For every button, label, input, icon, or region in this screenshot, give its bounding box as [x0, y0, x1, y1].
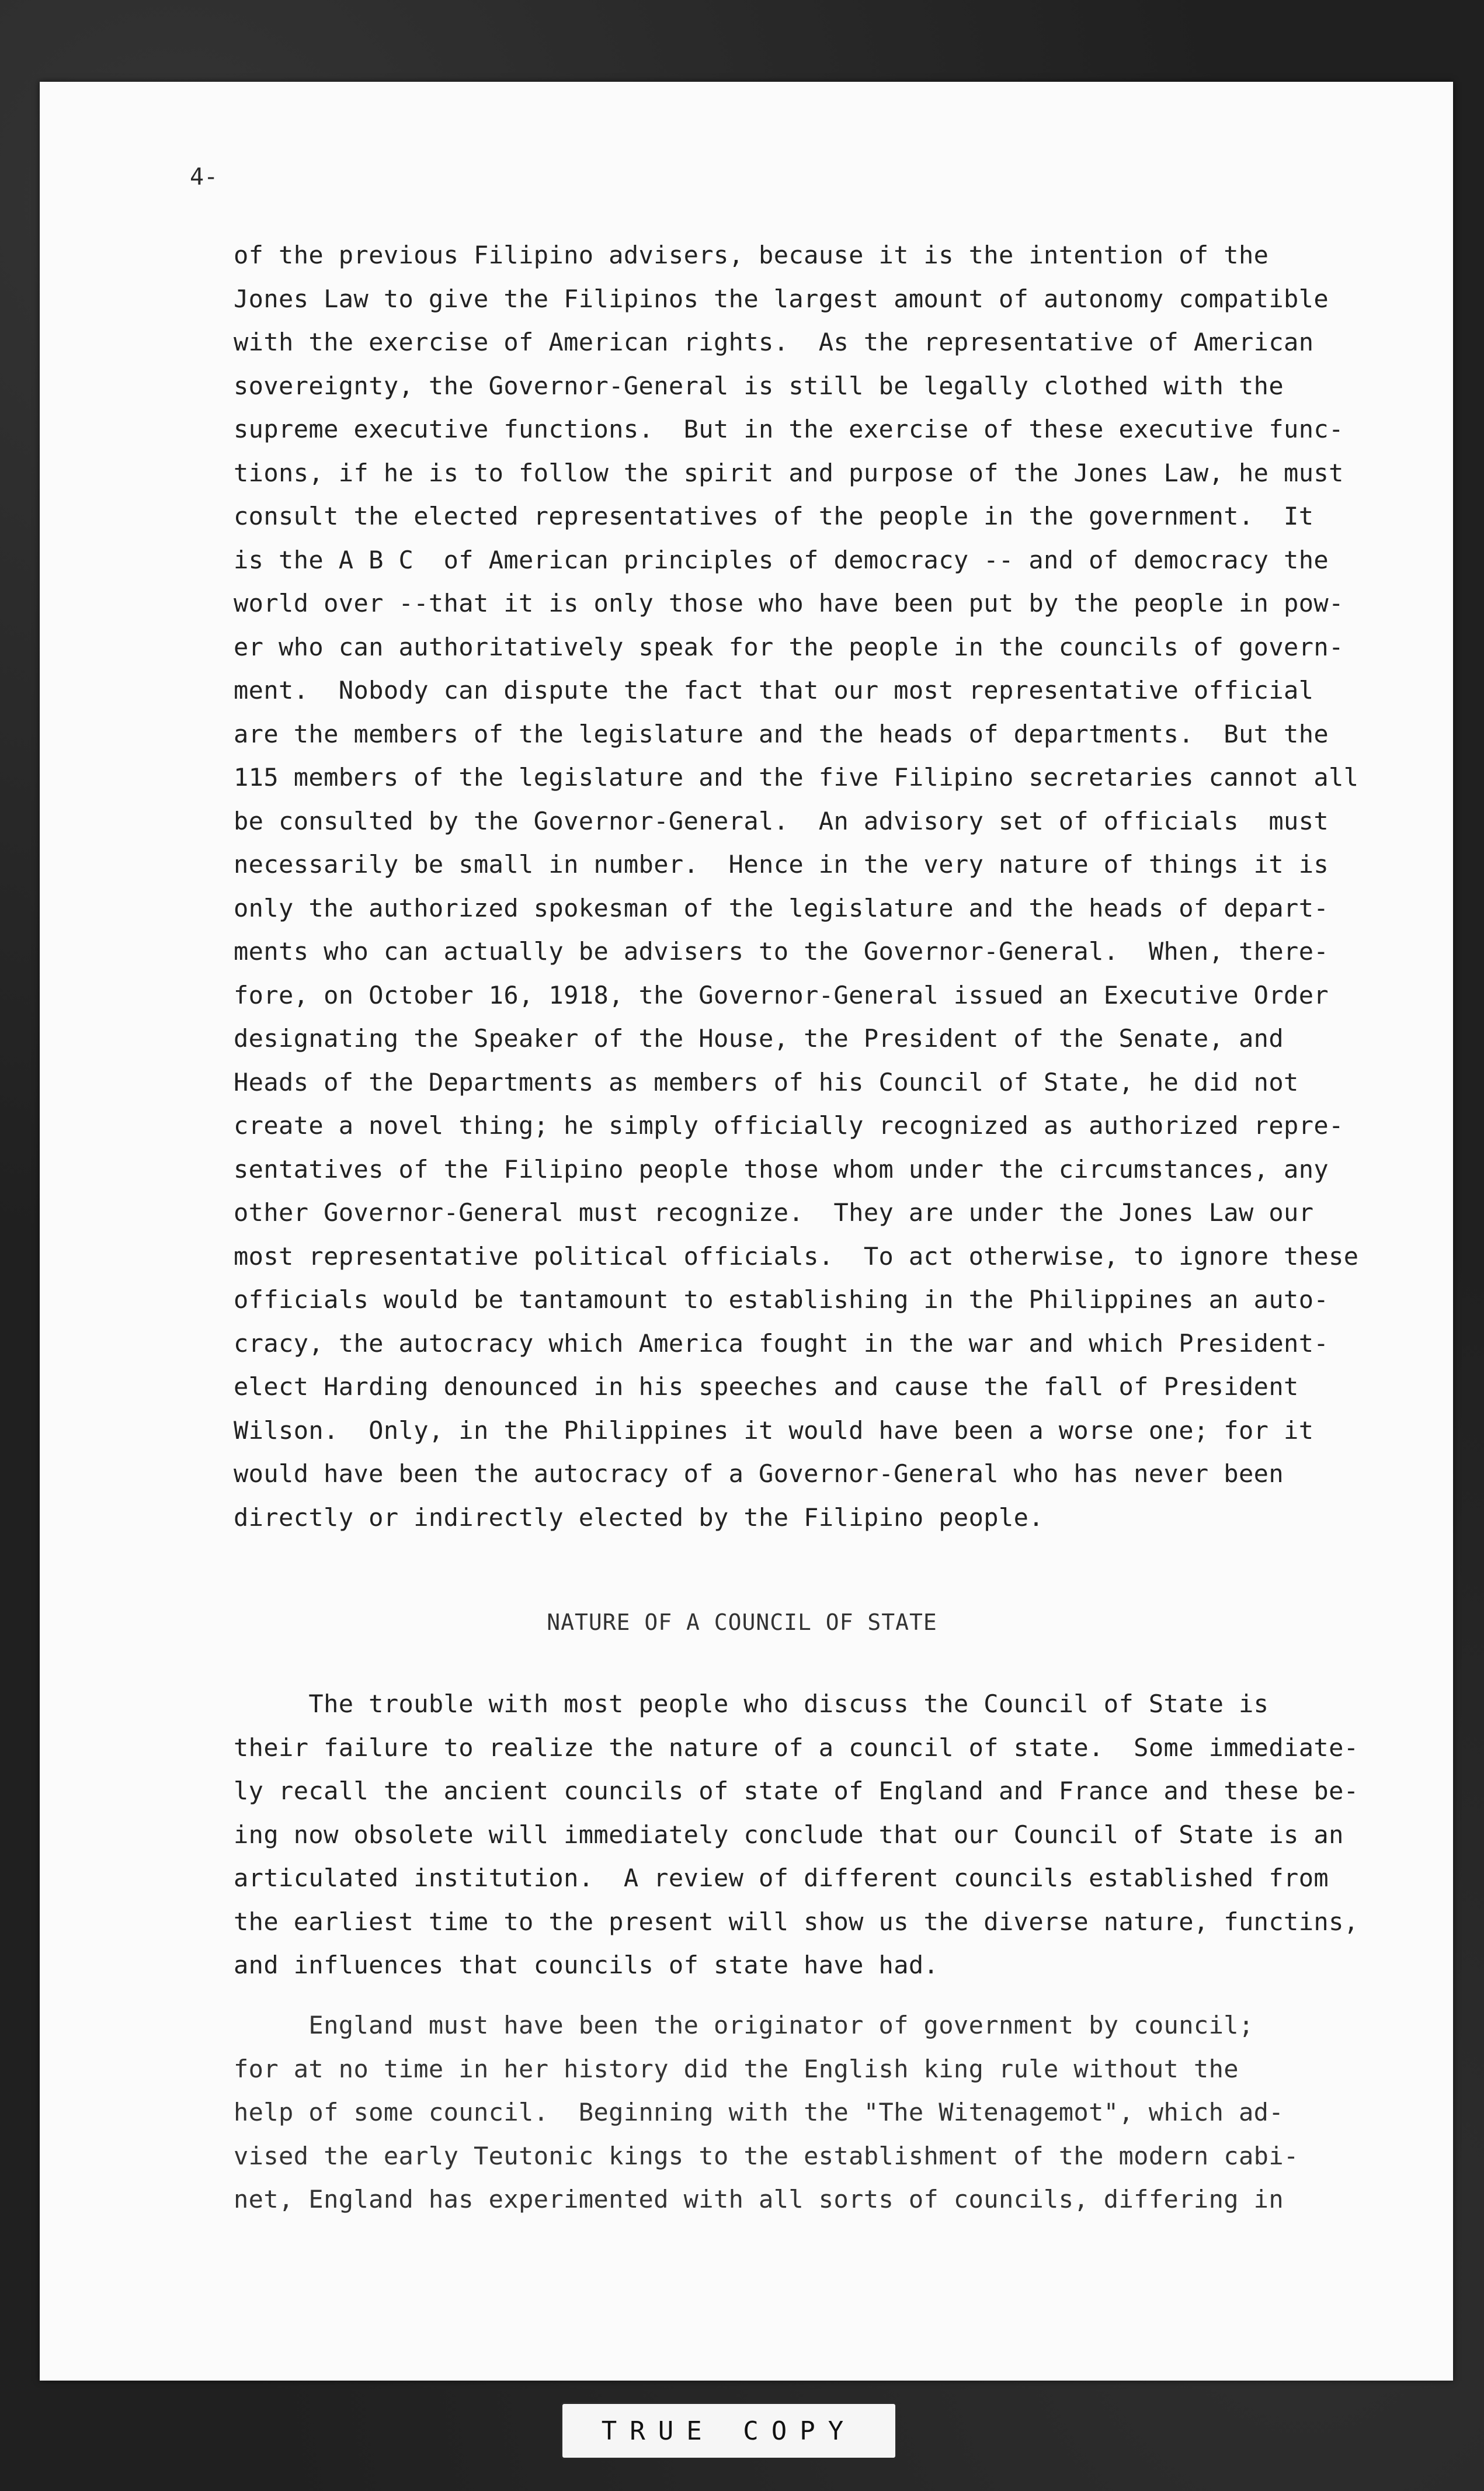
- text-line: Wilson. Only, in the Philippines it would have been a worse one; for it: [234, 1416, 1314, 1445]
- body-paragraph-1: [234, 234, 1361, 1539]
- text-line: officials would be tantamount to establishing in the Philippines an auto-: [234, 1285, 1329, 1314]
- text-line: Jones Law to give the Filipinos the largest amount of autonomy compatible: [234, 284, 1329, 313]
- text-line: would have been the autocracy of a Governor-General who has never been: [234, 1459, 1284, 1488]
- section-heading: NATURE OF A COUNCIL OF STATE: [547, 1609, 937, 1635]
- text-line: only the authorized spokesman of the legislature and the heads of depart-: [234, 893, 1329, 922]
- text-line: Heads of the Departments as members of his Council of State, he did not: [234, 1067, 1299, 1097]
- text-line: ing now obsolete will immediately conclude that our Council of State is an: [234, 1820, 1344, 1849]
- text-line: create a novel thing; he simply officially recognized as authorized repre-: [234, 1111, 1344, 1140]
- text-line: fore, on October 16, 1918, the Governor-General issued an Executive Order: [234, 980, 1329, 1009]
- text-line: necessarily be small in number. Hence in the very nature of things it is: [234, 850, 1329, 879]
- true-copy-stamp: TRUE COPY: [561, 2402, 897, 2459]
- text-line: net, England has experimented with all sorts of councils, differing in: [234, 2185, 1284, 2214]
- page-number: 4-: [190, 164, 218, 190]
- text-line: for at no time in her history did the English king rule without the: [234, 2054, 1239, 2083]
- body-paragraph-2: [234, 1682, 1361, 1987]
- text-line: help of some council. Beginning with the "The Witenagemot", which ad-: [234, 2098, 1284, 2126]
- text-line: tions, if he is to follow the spirit and purpose of the Jones Law, he must: [234, 458, 1344, 487]
- text-line: their failure to realize the nature of a council of state. Some immediate-: [234, 1733, 1359, 1762]
- text-line: 115 members of the legislature and the five Filipino secretaries cannot all: [234, 763, 1359, 792]
- text-line: sovereignty, the Governor-General is still be legally clothed with the: [234, 371, 1284, 400]
- text-line: and influences that councils of state have had.: [234, 1951, 939, 1979]
- text-line: elect Harding denounced in his speeches and cause the fall of President: [234, 1372, 1299, 1401]
- text-line: er who can authoritatively speak for the people in the councils of govern-: [234, 632, 1344, 661]
- text-line: most representative political officials. To act otherwise, to ignore these: [234, 1241, 1359, 1271]
- text-line: consult the elected representatives of the people in the government. It: [234, 502, 1314, 530]
- text-line: vised the early Teutonic kings to the establishment of the modern cabi-: [234, 2141, 1299, 2170]
- text-line: directly or indirectly elected by the Filipino people.: [234, 1503, 1044, 1532]
- text-line: be consulted by the Governor-General. An advisory set of officials must: [234, 806, 1329, 835]
- text-line: are the members of the legislature and the heads of departments. But the: [234, 719, 1329, 748]
- text-line: England must have been the originator of government by council;: [234, 2011, 1254, 2039]
- text-line: designating the Speaker of the House, the President of the Senate, and: [234, 1024, 1284, 1053]
- text-line: supreme executive functions. But in the exercise of these executive func-: [234, 415, 1344, 443]
- text-line: The trouble with most people who discuss the Council of State is: [234, 1689, 1269, 1718]
- text-line: of the previous Filipino advisers, because it is the intention of the: [234, 241, 1269, 269]
- body-paragraph-3: [234, 2004, 1361, 2222]
- text-line: cracy, the autocracy which America fought in the war and which President-: [234, 1328, 1329, 1358]
- text-line: ly recall the ancient councils of state of England and France and these be-: [234, 1777, 1359, 1805]
- text-line: the earliest time to the present will show us the diverse nature, functins,: [234, 1907, 1359, 1936]
- text-line: ment. Nobody can dispute the fact that our most representative official: [234, 676, 1314, 705]
- text-line: ments who can actually be advisers to the Governor-General. When, there-: [234, 937, 1329, 966]
- text-line: sentatives of the Filipino people those whom under the circumstances, any: [234, 1154, 1329, 1184]
- text-line: other Governor-General must recognize. They are under the Jones Law our: [234, 1198, 1314, 1227]
- text-line: articulated institution. A review of different councils established from: [234, 1864, 1329, 1892]
- text-line: with the exercise of American rights. As the representative of American: [234, 328, 1314, 356]
- text-line: is the A B C of American principles of democracy -- and of democracy the: [234, 545, 1329, 574]
- text-line: world over --that it is only those who have been put by the people in pow-: [234, 589, 1344, 617]
